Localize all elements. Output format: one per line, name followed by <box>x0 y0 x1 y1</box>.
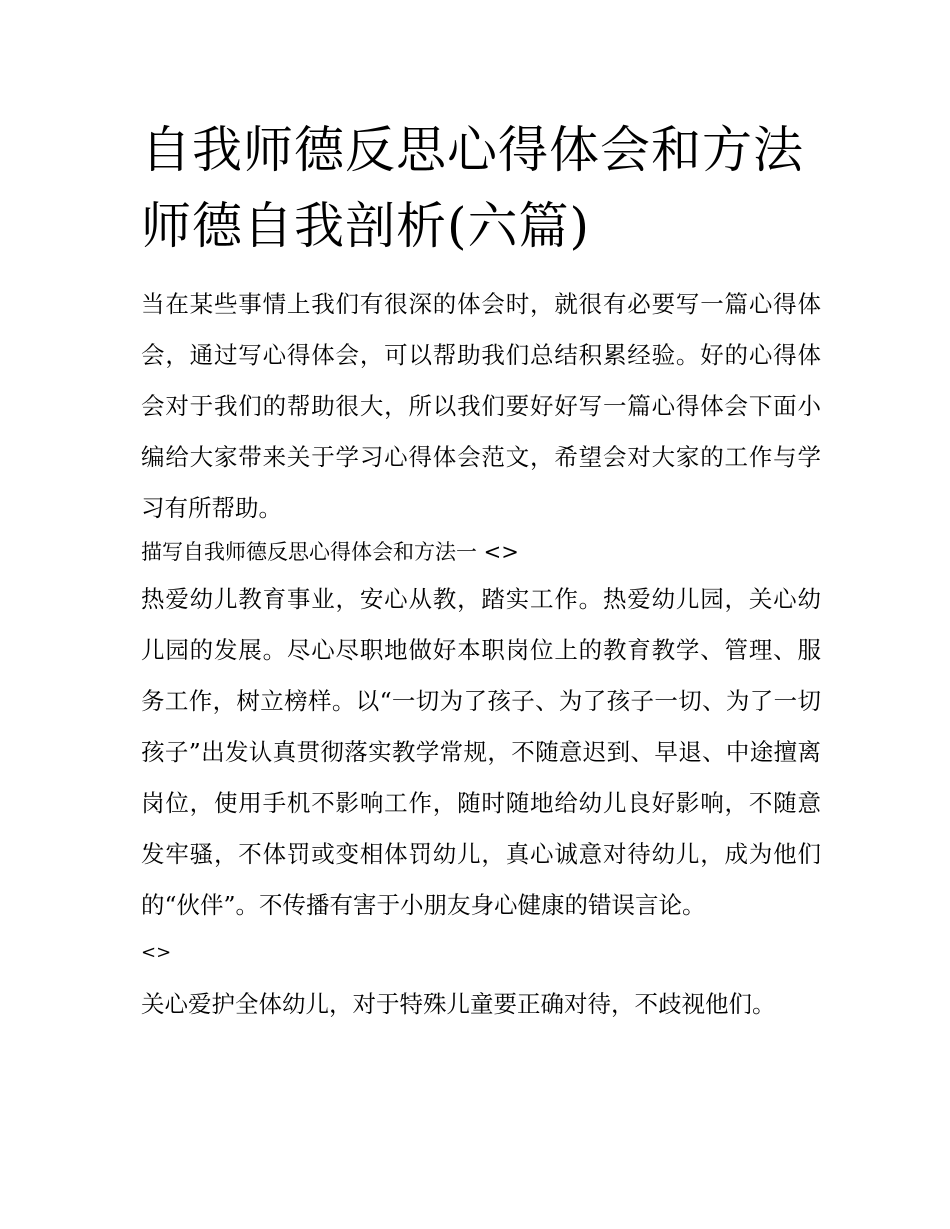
section-marker: <> <box>141 942 172 963</box>
section-paragraph-2: 关心爱护全体幼儿，对于特殊儿童要正确对待，不歧视他们。 <box>141 990 776 1018</box>
document-title: 自我师德反思心得体会和方法师德自我剖析(六篇) <box>141 121 804 255</box>
intro-paragraph: 当在某些事情上我们有很深的体会时，就很有必要写一篇心得体会，通过写心得体会，可以帮助我们总结积累经验。好的心得体会对于我们的帮助很大，所以我们要好好写一篇心得体会下面小编给大家带来关于学习心得体会范文，希望会对大家的工作与学习有所帮助。 <box>141 290 821 522</box>
section-paragraph-1: 热爱幼儿教育事业，安心从教，踏实工作。热爱幼儿园，关心幼儿园的发展。尽心尽职地做好本职岗位上的教育教学、管理、服务工作，树立榜样。以“一切为了孩子、为了孩子一切、为了一切孩子”出发认真贯彻落实教学常规，不随意迟到、早退、中途擅离岗位，使用手机不影响工作，随时随地给幼儿良好影响，不随意发牢骚，不体罚或变相体罚幼儿，真心诚意对待幼儿，成为他们的“伙伴”。不传播有害于小朋友身心健康的错误言论。 <box>141 585 821 919</box>
document-body <box>141 112 821 1030</box>
section-heading: 描写自我师德反思心得体会和方法一 <> <box>141 540 519 564</box>
